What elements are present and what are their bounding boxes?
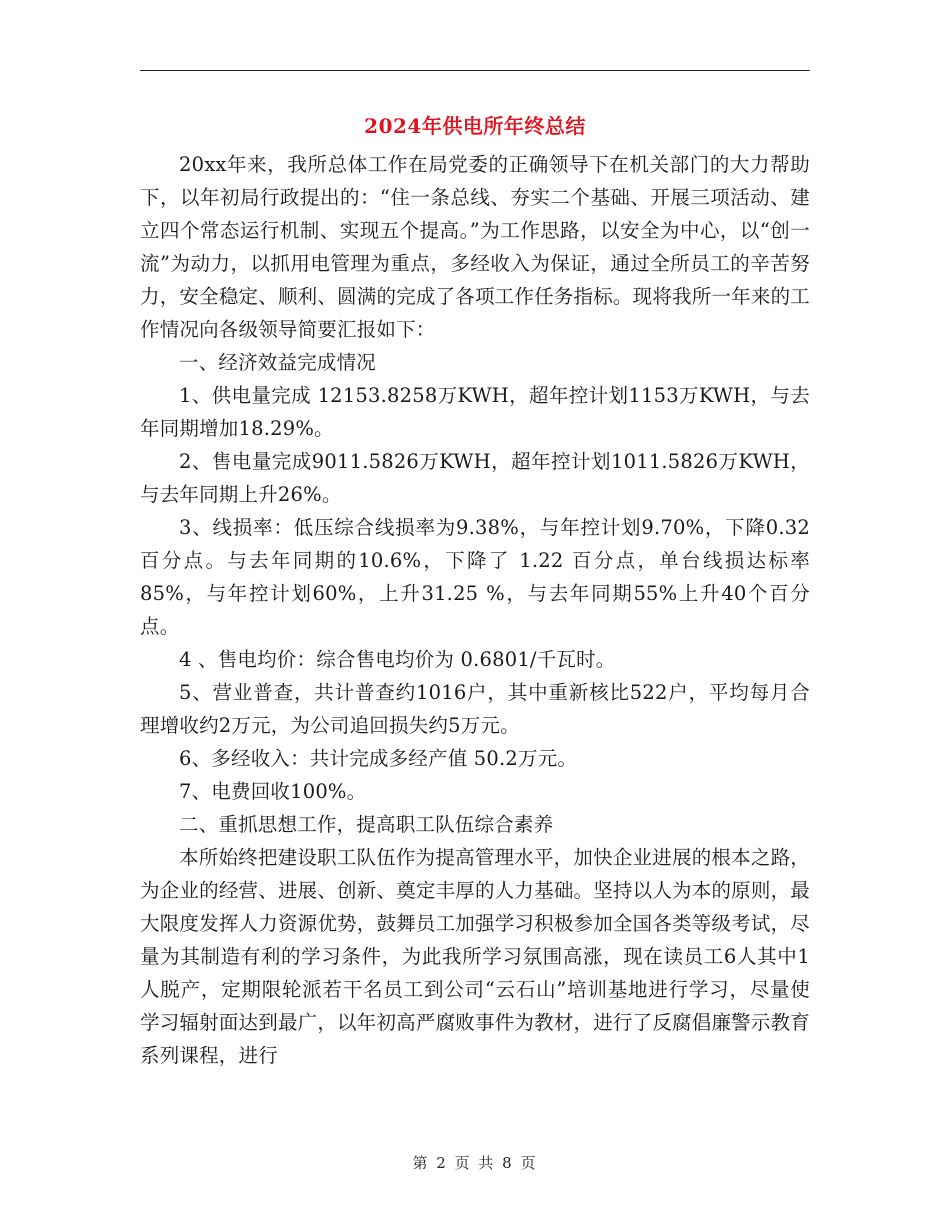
header-rule — [140, 70, 810, 71]
document-body — [140, 148, 810, 1072]
document-title: 2024年供电所年终总结 — [364, 114, 586, 138]
section-heading: 二、重抓思想工作，提高职工队伍综合素养 — [179, 813, 554, 836]
list-item: 3、线损率：低压综合线损率为9.38%，与年控计划9.70%，下降0.32百分点。与去年同期的10.6%，下降了 1.22 百分点，单台线损达标率85%，与年控计划60%，上升31.25 %，与去年同期55%上升40个百分点。 — [140, 516, 810, 638]
section-heading: 一、经济效益完成情况 — [179, 351, 377, 374]
list-item: 6、多经收入：共计完成多经产值 50.2万元。 — [179, 747, 578, 770]
intro-paragraph: 20xx年来，我所总体工作在局党委的正确领导下在机关部门的大力帮助下，以年初局行政提出的：“住一条总线、夯实二个基础、开展三项活动、建立四个常态运行机制、实现五个提高。”为工作思路，以安全为中心，以“创一流”为动力，以抓用电管理为重点，多经收入为保证，通过全所员工的辛苦努力，安全稳定、顺利、圆满的完成了各项工作任务指标。现将我所一年来的工作情况向各级领导简要汇报如下： — [140, 153, 810, 341]
body-paragraph: 本所始终把建设职工队伍作为提高管理水平，加快企业进展的根本之路，为企业的经营、进展、创新、奠定丰厚的人力基础。坚持以人为本的原则，最大限度发挥人力资源优势，鼓舞员工加强学习积极参加全国各类等级考试，尽量为其制造有利的学习条件，为此我所学习氛围高涨，现在读员工6人其中1人脱产，定期限轮派若干名员工到公司“云石山”培训基地进行学习，尽量使学习辐射面达到最广，以年初高严腐败事件为教材，进行了反腐倡廉警示教育系列课程，进行 — [140, 846, 810, 1067]
list-item: 4 、售电均价：综合售电均价为 0.6801/千瓦时。 — [179, 648, 616, 671]
list-item: 5、营业普查，共计普查约1016户，其中重新核比522户，平均每月合理增收约2万元，为公司追回损失约5万元。 — [140, 681, 810, 737]
list-item: 7、电费回收100%。 — [179, 780, 367, 803]
list-item: 1、供电量完成 12153.8258万KWH，超年控计划1153万KWH，与去年同期增加18.29%。 — [140, 384, 810, 440]
list-item: 2、售电量完成9011.5826万KWH，超年控计划1011.5826万KWH，与去年同期上升26%。 — [140, 450, 810, 506]
page-number: 第 2 页 共 8 页 — [412, 1154, 538, 1172]
